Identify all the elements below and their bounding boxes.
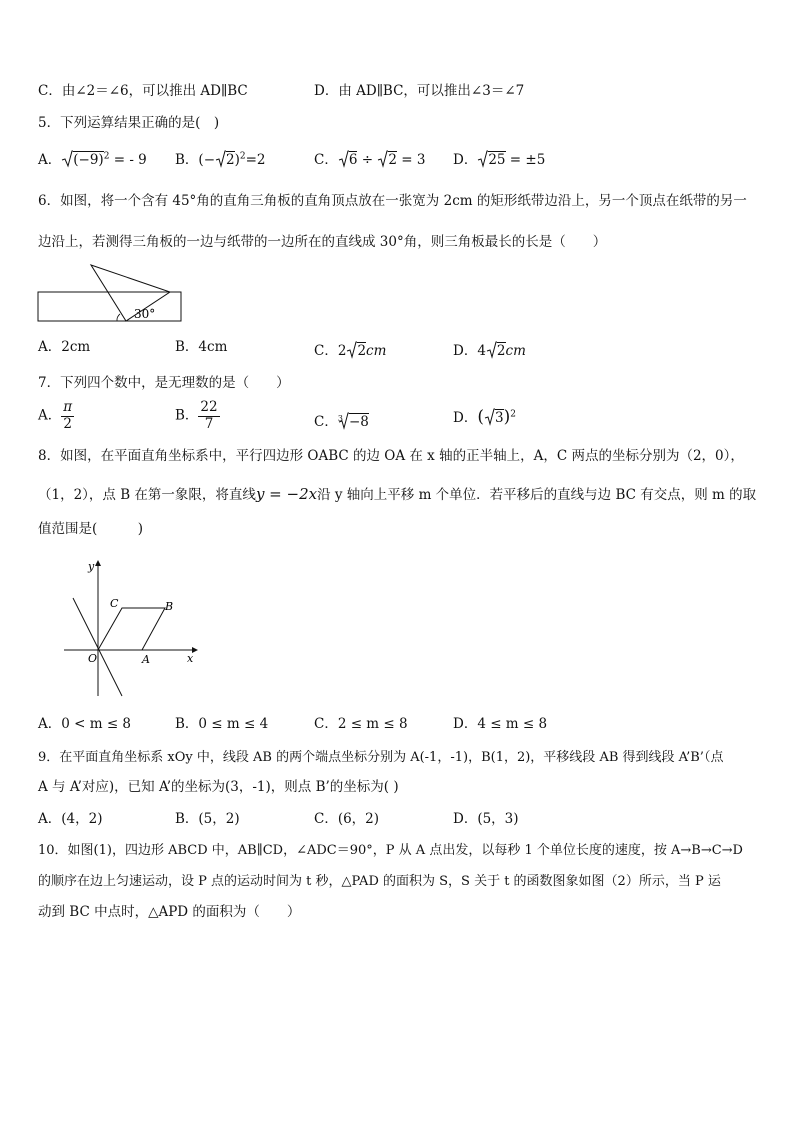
q8-option-a: A．0 < m ≤ 8: [38, 716, 132, 732]
line-equation: y = −2x: [255, 485, 318, 503]
point-b-label: B: [165, 600, 174, 613]
q7-option-a: A． $\frac{\pi}{2}$: [38, 399, 73, 432]
q5-option-c: C． 6 ÷ 2 = 3: [314, 152, 426, 168]
triangle-ruler: [91, 265, 170, 321]
y-axis-label: y: [88, 560, 95, 573]
sqrt-icon: [346, 341, 357, 359]
q8-option-d: D．4 ≤ m ≤ 8: [453, 716, 548, 732]
q7-option-d: D．( 3)$^2$: [453, 407, 516, 427]
q8-option-b: B．0 ≤ m ≤ 4: [175, 716, 269, 732]
q9-option-b: B．(5，2): [175, 811, 240, 827]
q6-figure: [36, 262, 188, 328]
sqrt-icon: [486, 341, 497, 359]
q8-stem-line1: 8．如图，在平面直角坐标系中，平行四边形 OABC 的边 OA 在 x 轴的正半轴上，A，C 两点的坐标分别为（2，0），: [38, 448, 744, 464]
q6-stem-line1: 6．如图，将一个含有 45°角的直角三角板的直角顶点放在一张宽为 2cm 的矩形纸带边沿上，另一个顶点在纸带的另一: [38, 193, 747, 209]
q10-stem-line2: 的顺序在边上匀速运动，设 P 点的运动时间为 t 秒，△PAD 的面积为 S，S 关于 t 的函数图象如图（2）所示，当 P 运: [38, 874, 721, 889]
sqrt-icon: [477, 150, 488, 168]
q9-stem-line1: 9．在平面直角坐标系 xOy 中，线段 AB 的两个端点坐标分别为 A(-1，-1)，B(1，2)，平移线段 AB 得到线段 A’B’（点: [38, 750, 724, 765]
q6-option-a: A．2cm: [38, 339, 91, 355]
origin-label: O: [88, 652, 98, 665]
q10-stem-line1: 10．如图(1)，四边形 ABCD 中，AB∥CD，∠ADC＝90°，P 从 A 点出发，以每秒 1 个单位长度的速度，按 A→B→C→D: [38, 843, 743, 858]
q8-coordinate-figure: [60, 558, 200, 700]
q6-option-c: C．2 2cm: [314, 343, 387, 359]
q9-option-c: C．(6，2): [314, 811, 380, 827]
angle-arc: [117, 314, 120, 321]
q5-option-d: D． 25 = ±5: [453, 152, 546, 168]
q8-option-c: C．2 ≤ m ≤ 8: [314, 716, 408, 732]
q7-option-b: B． $\frac{22}{7}$: [175, 399, 218, 432]
y-axis-arrow-icon: [95, 560, 101, 566]
q6-stem-line2: 边沿上，若测得三角板的一边与纸带的一边所在的直线成 30°角，则三角板最长的长是（ ）: [38, 234, 607, 250]
cube-root-icon: [338, 412, 349, 430]
q8-stem-line3: 值范围是( ): [38, 521, 144, 537]
paper-strip: [38, 292, 181, 321]
q9-stem-line2: A 与 A’对应)，已知 A’的坐标为(3，-1)，则点 B’的坐标为( ): [38, 779, 399, 795]
point-a-label: A: [142, 653, 150, 666]
sqrt-icon: [215, 150, 226, 168]
q5-stem: 5．下列运算结果正确的是( ): [38, 115, 220, 131]
q9-option-a: A．(4，2): [38, 811, 103, 827]
x-axis-label: x: [187, 652, 194, 665]
q5-option-b: B．(− 2)$^2$=2: [175, 151, 266, 168]
angle-30-label: 30°: [134, 307, 156, 321]
sqrt-icon: [338, 150, 349, 168]
point-c-label: C: [110, 597, 119, 610]
q7-stem: 7．下列四个数中，是无理数的是（ ）: [38, 375, 290, 391]
parallelogram-oabc: [98, 608, 165, 650]
q4-option-d: D．由 AD∥BC，可以推出∠3＝∠7: [314, 83, 525, 99]
q9-option-d: D．(5，3): [453, 811, 519, 827]
q6-option-b: B．4cm: [175, 339, 228, 355]
sqrt-icon: [377, 150, 388, 168]
sqrt-icon: [61, 150, 73, 168]
q6-option-d: D．4 2cm: [453, 343, 526, 359]
q4-option-c: C．由∠2＝∠6，可以推出 AD∥BC: [38, 83, 248, 99]
sqrt-icon: [484, 408, 495, 426]
q7-option-c: C．$^3$ −8: [314, 413, 369, 430]
q8-stem-line2: （1，2），点 B 在第一象限，将直线y = −2x沿 y 轴向上平移 m 个单位．若平移后的直线与边 BC 有交点，则 m 的取: [38, 485, 757, 503]
q10-stem-line3: 动到 BC 中点时，△APD 的面积为（ ）: [38, 904, 301, 920]
q5-option-a: A． $(-9)^2$ = - 9: [38, 151, 147, 168]
